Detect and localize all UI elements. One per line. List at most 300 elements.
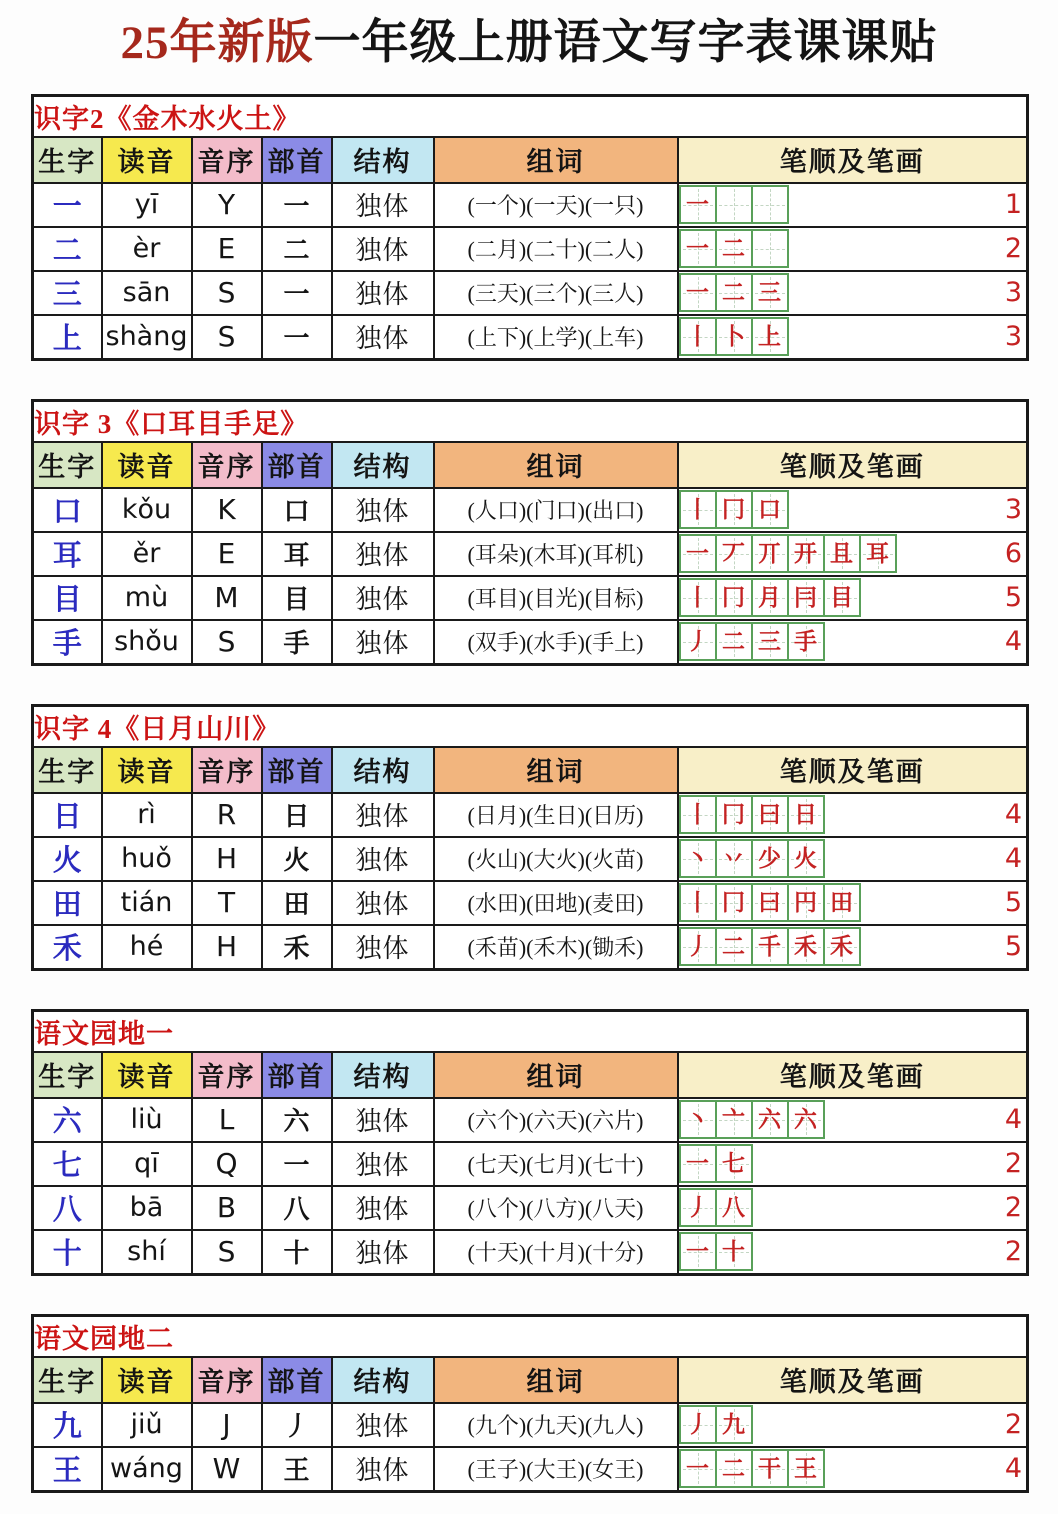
- stroke-box: [715, 1405, 753, 1444]
- column-header-radical: 部首: [262, 442, 332, 488]
- stroke-glyph: 一: [686, 1151, 709, 1177]
- stroke-box: [751, 578, 789, 617]
- stroke-box-row: [679, 185, 789, 224]
- stroke-glyph: 开: [794, 541, 817, 567]
- stroke-box: [751, 317, 789, 356]
- stroke-glyph: 冂: [722, 890, 745, 916]
- column-header-char: 生字: [33, 747, 102, 793]
- stroke-glyph: 二: [722, 934, 745, 960]
- stroke-box: [715, 1100, 753, 1139]
- stroke-glyph: 六: [794, 1107, 817, 1133]
- stroke-box: [715, 490, 753, 529]
- pinyin-cell: qī: [102, 1142, 192, 1186]
- char-cell: 九: [33, 1403, 102, 1447]
- stroke-box: [787, 622, 825, 661]
- stroke-glyph: 円: [794, 890, 817, 916]
- initial-cell: T: [192, 881, 262, 925]
- stroke-count: 2: [1004, 1236, 1023, 1268]
- initial-cell: H: [192, 837, 262, 881]
- stroke-glyph: 手: [794, 629, 817, 655]
- structure-cell: 独体: [332, 271, 434, 315]
- words-cell: (九个)(九天)(九人): [434, 1403, 678, 1447]
- initial-cell: S: [192, 1230, 262, 1275]
- stroke-box-row: [679, 1405, 753, 1444]
- stroke-order-wrap: [679, 795, 1027, 834]
- stroke-box-row: [679, 883, 861, 922]
- table-row: [33, 1142, 1028, 1186]
- stroke-box: [715, 229, 753, 268]
- stroke-box: [679, 883, 717, 922]
- stroke-box: [715, 839, 753, 878]
- column-header-strokes: 笔顺及笔画: [678, 1052, 1028, 1098]
- stroke-glyph: 丨: [686, 890, 709, 916]
- worksheet-table: [31, 399, 1029, 666]
- section-title: 识字 4《日月山川》: [33, 705, 1028, 747]
- words-cell: (禾苗)(禾木)(锄禾): [434, 925, 678, 970]
- stroke-box: [823, 927, 861, 966]
- stroke-count: 2: [1004, 1192, 1023, 1224]
- initial-cell: Y: [192, 183, 262, 227]
- stroke-count: 3: [1004, 277, 1022, 309]
- stroke-box: [823, 534, 861, 573]
- char-cell: 六: [33, 1098, 102, 1142]
- structure-cell: 独体: [332, 793, 434, 837]
- stroke-glyph: 丷: [722, 846, 745, 872]
- stroke-count: 6: [1004, 538, 1023, 570]
- stroke-order-wrap: [679, 1449, 1027, 1488]
- worksheet-table: [31, 1009, 1029, 1276]
- stroke-glyph: 一: [686, 541, 709, 567]
- stroke-order-cell: [678, 576, 1028, 620]
- section-title-row: [33, 400, 1028, 442]
- stroke-order-wrap: [679, 490, 1027, 529]
- stroke-glyph: 丨: [686, 324, 709, 350]
- words-cell: (双手)(水手)(手上): [434, 620, 678, 665]
- radical-cell: 火: [262, 837, 332, 881]
- stroke-glyph: 冂: [722, 585, 745, 611]
- char-cell: 田: [33, 881, 102, 925]
- pinyin-cell: jiǔ: [102, 1403, 192, 1447]
- stroke-order-cell: [678, 315, 1028, 360]
- stroke-glyph: 二: [722, 280, 745, 306]
- section-title: 识字 3《口耳目手足》: [33, 400, 1028, 442]
- words-cell: (上下)(上学)(上车): [434, 315, 678, 360]
- page-title: [0, 18, 1058, 70]
- stroke-glyph: 一: [686, 236, 709, 262]
- stroke-count: 2: [1004, 1148, 1023, 1180]
- stroke-order-wrap: [679, 273, 1027, 312]
- table-row: [33, 793, 1028, 837]
- stroke-glyph: 七: [722, 1151, 745, 1177]
- pinyin-cell: ěr: [102, 532, 192, 576]
- initial-cell: S: [192, 271, 262, 315]
- radical-cell: 一: [262, 271, 332, 315]
- stroke-box: [787, 839, 825, 878]
- table-row: [33, 1098, 1028, 1142]
- radical-cell: 六: [262, 1098, 332, 1142]
- stroke-box: [787, 795, 825, 834]
- stroke-box-row: [679, 1449, 825, 1488]
- structure-cell: 独体: [332, 837, 434, 881]
- stroke-glyph: 日: [794, 802, 817, 828]
- section-title: 识字2《金木水火土》: [33, 95, 1028, 137]
- initial-cell: B: [192, 1186, 262, 1230]
- table-row: [33, 1186, 1028, 1230]
- column-header-initial: 音序: [192, 442, 262, 488]
- radical-cell: 口: [262, 488, 332, 532]
- stroke-order-cell: [678, 1186, 1028, 1230]
- stroke-box: [679, 795, 717, 834]
- table-row: [33, 488, 1028, 532]
- column-header-initial: 音序: [192, 1357, 262, 1403]
- pinyin-cell: wáng: [102, 1447, 192, 1492]
- stroke-glyph: 一: [686, 192, 709, 218]
- stroke-glyph: 禾: [794, 934, 817, 960]
- stroke-box: [679, 317, 717, 356]
- structure-cell: 独体: [332, 488, 434, 532]
- column-header-row: [33, 747, 1028, 793]
- stroke-order-wrap: [679, 1405, 1027, 1444]
- stroke-box: [679, 1188, 717, 1227]
- stroke-glyph: 干: [758, 1456, 781, 1482]
- stroke-glyph: 一: [686, 1456, 709, 1482]
- stroke-box-row: [679, 1144, 753, 1183]
- char-cell: 耳: [33, 532, 102, 576]
- column-header-pinyin: 读音: [102, 1052, 192, 1098]
- stroke-box-row: [679, 1100, 825, 1139]
- column-header-pinyin: 读音: [102, 442, 192, 488]
- char-cell: 一: [33, 183, 102, 227]
- stroke-count: 4: [1004, 843, 1023, 875]
- column-header-char: 生字: [33, 1357, 102, 1403]
- stroke-order-cell: [678, 1447, 1028, 1492]
- char-cell: 八: [33, 1186, 102, 1230]
- column-header-strokes: 笔顺及笔画: [678, 442, 1028, 488]
- stroke-glyph: 丶: [686, 1107, 709, 1133]
- column-header-char: 生字: [33, 1052, 102, 1098]
- section-title: 语文园地一: [33, 1010, 1028, 1052]
- structure-cell: 独体: [332, 576, 434, 620]
- radical-cell: 手: [262, 620, 332, 665]
- stroke-box-row: [679, 1232, 753, 1271]
- stroke-box: [715, 185, 753, 224]
- stroke-order-cell: [678, 881, 1028, 925]
- initial-cell: Q: [192, 1142, 262, 1186]
- stroke-count: 5: [1004, 931, 1023, 963]
- words-cell: (耳朵)(木耳)(耳机): [434, 532, 678, 576]
- stroke-box: [715, 1232, 753, 1271]
- stroke-glyph: 九: [722, 1412, 745, 1438]
- pinyin-cell: liù: [102, 1098, 192, 1142]
- table-row: [33, 925, 1028, 970]
- stroke-glyph: 耳: [866, 541, 889, 567]
- table-row: [33, 576, 1028, 620]
- initial-cell: R: [192, 793, 262, 837]
- stroke-box: [787, 883, 825, 922]
- radical-cell: 八: [262, 1186, 332, 1230]
- stroke-glyph: 冂: [722, 802, 745, 828]
- column-header-row: [33, 1357, 1028, 1403]
- stroke-order-wrap: [679, 1100, 1027, 1139]
- stroke-box-row: [679, 273, 789, 312]
- radical-cell: 目: [262, 576, 332, 620]
- structure-cell: 独体: [332, 1230, 434, 1275]
- column-header-pinyin: 读音: [102, 137, 192, 183]
- stroke-count: 3: [1004, 494, 1023, 526]
- stroke-glyph: 王: [794, 1456, 817, 1482]
- column-header-strokes: 笔顺及笔画: [678, 747, 1028, 793]
- radical-cell: 耳: [262, 532, 332, 576]
- radical-cell: 一: [262, 1142, 332, 1186]
- words-cell: (七天)(七月)(七十): [434, 1142, 678, 1186]
- stroke-box: [751, 839, 789, 878]
- char-cell: 目: [33, 576, 102, 620]
- stroke-box: [787, 927, 825, 966]
- stroke-count: 4: [1004, 1453, 1023, 1485]
- stroke-box: [679, 927, 717, 966]
- initial-cell: M: [192, 576, 262, 620]
- char-cell: 七: [33, 1142, 102, 1186]
- stroke-glyph: 曰: [758, 802, 781, 828]
- table-row: [33, 620, 1028, 665]
- stroke-glyph: 丿: [686, 1195, 709, 1221]
- structure-cell: 独体: [332, 315, 434, 360]
- stroke-order-cell: [678, 1098, 1028, 1142]
- column-header-radical: 部首: [262, 1052, 332, 1098]
- stroke-glyph: 丿: [686, 934, 709, 960]
- stroke-glyph: 少: [758, 846, 781, 872]
- column-header-radical: 部首: [262, 747, 332, 793]
- pinyin-cell: huǒ: [102, 837, 192, 881]
- words-cell: (一个)(一天)(一只): [434, 183, 678, 227]
- stroke-box-row: [679, 839, 825, 878]
- stroke-glyph: 丿: [686, 1412, 709, 1438]
- stroke-box: [751, 1449, 789, 1488]
- column-header-words: 组词: [434, 137, 678, 183]
- stroke-glyph: 八: [722, 1195, 745, 1221]
- pinyin-cell: hé: [102, 925, 192, 970]
- stroke-box: [751, 622, 789, 661]
- worksheet-table: [31, 704, 1029, 971]
- worksheet-table: [31, 94, 1029, 361]
- stroke-box: [751, 273, 789, 312]
- column-header-pinyin: 读音: [102, 747, 192, 793]
- stroke-glyph: 月: [758, 585, 781, 611]
- structure-cell: 独体: [332, 1403, 434, 1447]
- stroke-box: [679, 839, 717, 878]
- pinyin-cell: yī: [102, 183, 192, 227]
- stroke-glyph: 丌: [758, 541, 781, 567]
- stroke-glyph: 目: [830, 585, 853, 611]
- stroke-glyph: 曰: [758, 890, 781, 916]
- column-header-strokes: 笔顺及笔画: [678, 137, 1028, 183]
- stroke-glyph: 三: [758, 280, 781, 306]
- table-row: [33, 315, 1028, 360]
- stroke-box: [679, 1405, 717, 1444]
- stroke-order-cell: [678, 925, 1028, 970]
- stroke-glyph: 丨: [686, 802, 709, 828]
- stroke-box: [751, 490, 789, 529]
- words-cell: (八个)(八方)(八天): [434, 1186, 678, 1230]
- stroke-count: 4: [1004, 1104, 1023, 1136]
- stroke-box: [679, 578, 717, 617]
- stroke-order-cell: [678, 271, 1028, 315]
- stroke-order-wrap: [679, 317, 1027, 356]
- stroke-box: [823, 578, 861, 617]
- stroke-glyph: 丶: [686, 846, 709, 872]
- stroke-box-row: [679, 534, 897, 573]
- stroke-box-row: [679, 490, 789, 529]
- stroke-order-cell: [678, 532, 1028, 576]
- radical-cell: 日: [262, 793, 332, 837]
- stroke-box: [679, 273, 717, 312]
- radical-cell: 一: [262, 183, 332, 227]
- structure-cell: 独体: [332, 227, 434, 271]
- stroke-glyph: 丨: [686, 585, 709, 611]
- initial-cell: L: [192, 1098, 262, 1142]
- radical-cell: 王: [262, 1447, 332, 1492]
- column-header-char: 生字: [33, 137, 102, 183]
- stroke-glyph: 丿: [686, 629, 709, 655]
- stroke-box: [715, 795, 753, 834]
- pinyin-cell: shǒu: [102, 620, 192, 665]
- stroke-order-cell: [678, 837, 1028, 881]
- stroke-count: 4: [1004, 626, 1023, 658]
- pinyin-cell: mù: [102, 576, 192, 620]
- words-cell: (人口)(门口)(出口): [434, 488, 678, 532]
- pinyin-cell: shàng: [102, 315, 192, 360]
- structure-cell: 独体: [332, 881, 434, 925]
- stroke-box: [715, 1188, 753, 1227]
- stroke-box: [679, 534, 717, 573]
- initial-cell: E: [192, 227, 262, 271]
- structure-cell: 独体: [332, 183, 434, 227]
- words-cell: (王子)(大王)(女王): [434, 1447, 678, 1492]
- stroke-box-row: [679, 317, 789, 356]
- column-header-structure: 结构: [332, 137, 434, 183]
- stroke-order-wrap: [679, 839, 1027, 878]
- structure-cell: 独体: [332, 1447, 434, 1492]
- stroke-glyph: 千: [758, 934, 781, 960]
- stroke-box: [787, 578, 825, 617]
- char-cell: 上: [33, 315, 102, 360]
- stroke-box: [787, 1449, 825, 1488]
- stroke-order-wrap: [679, 1232, 1027, 1271]
- column-header-initial: 音序: [192, 137, 262, 183]
- stroke-glyph: 一: [686, 280, 709, 306]
- stroke-count: 2: [1004, 1409, 1023, 1441]
- stroke-order-cell: [678, 488, 1028, 532]
- stroke-box-row: [679, 795, 825, 834]
- stroke-glyph: 三: [758, 629, 781, 655]
- worksheet-table: [31, 1314, 1029, 1493]
- words-cell: (六个)(六天)(六片): [434, 1098, 678, 1142]
- char-cell: 三: [33, 271, 102, 315]
- stroke-glyph: 火: [794, 846, 817, 872]
- column-header-structure: 结构: [332, 1357, 434, 1403]
- radical-cell: 田: [262, 881, 332, 925]
- stroke-box: [751, 795, 789, 834]
- stroke-glyph: 上: [758, 324, 781, 350]
- stroke-order-cell: [678, 1142, 1028, 1186]
- stroke-box: [751, 927, 789, 966]
- worksheet-tables-container: [31, 94, 1058, 1493]
- stroke-box: [715, 534, 753, 573]
- column-header-pinyin: 读音: [102, 1357, 192, 1403]
- char-cell: 口: [33, 488, 102, 532]
- column-header-initial: 音序: [192, 1052, 262, 1098]
- stroke-glyph: 二: [722, 629, 745, 655]
- stroke-order-wrap: [679, 229, 1027, 268]
- stroke-box: [715, 273, 753, 312]
- words-cell: (耳目)(目光)(目标): [434, 576, 678, 620]
- stroke-glyph: 口: [758, 497, 781, 523]
- stroke-box: [823, 883, 861, 922]
- stroke-box: [679, 490, 717, 529]
- char-cell: 十: [33, 1230, 102, 1275]
- stroke-box: [751, 883, 789, 922]
- stroke-order-cell: [678, 227, 1028, 271]
- char-cell: 禾: [33, 925, 102, 970]
- column-header-char: 生字: [33, 442, 102, 488]
- stroke-order-wrap: [679, 927, 1027, 966]
- stroke-order-wrap: [679, 622, 1027, 661]
- initial-cell: S: [192, 620, 262, 665]
- stroke-box: [715, 883, 753, 922]
- radical-cell: 一: [262, 315, 332, 360]
- column-header-words: 组词: [434, 1357, 678, 1403]
- stroke-order-wrap: [679, 1144, 1027, 1183]
- words-cell: (三天)(三个)(三人): [434, 271, 678, 315]
- stroke-box: [787, 534, 825, 573]
- stroke-order-wrap: [679, 578, 1027, 617]
- stroke-box: [751, 229, 789, 268]
- char-cell: 二: [33, 227, 102, 271]
- column-header-strokes: 笔顺及笔画: [678, 1357, 1028, 1403]
- pinyin-cell: bā: [102, 1186, 192, 1230]
- stroke-count: 5: [1004, 887, 1023, 919]
- column-header-row: [33, 1052, 1028, 1098]
- stroke-box-row: [679, 229, 789, 268]
- pinyin-cell: tián: [102, 881, 192, 925]
- stroke-glyph: 二: [722, 1456, 745, 1482]
- page-title-rest: 一年级上册语文写字表课课贴: [313, 17, 938, 69]
- structure-cell: 独体: [332, 620, 434, 665]
- section-title-row: [33, 1315, 1028, 1357]
- structure-cell: 独体: [332, 532, 434, 576]
- stroke-count: 4: [1004, 799, 1023, 831]
- words-cell: (二月)(二十)(二人): [434, 227, 678, 271]
- initial-cell: E: [192, 532, 262, 576]
- section-title: 语文园地二: [33, 1315, 1028, 1357]
- stroke-count: 5: [1004, 582, 1023, 614]
- initial-cell: W: [192, 1447, 262, 1492]
- stroke-box: [751, 185, 789, 224]
- table-row: [33, 532, 1028, 576]
- stroke-box: [715, 927, 753, 966]
- page-title-highlight: 25年新版: [120, 17, 314, 69]
- column-header-structure: 结构: [332, 442, 434, 488]
- table-row: [33, 1230, 1028, 1275]
- stroke-glyph: 冃: [794, 585, 817, 611]
- stroke-count: 3: [1004, 321, 1022, 353]
- stroke-glyph: 且: [830, 541, 853, 567]
- char-cell: 王: [33, 1447, 102, 1492]
- stroke-order-wrap: [679, 534, 1027, 573]
- initial-cell: J: [192, 1403, 262, 1447]
- table-row: [33, 1447, 1028, 1492]
- section-title-row: [33, 1010, 1028, 1052]
